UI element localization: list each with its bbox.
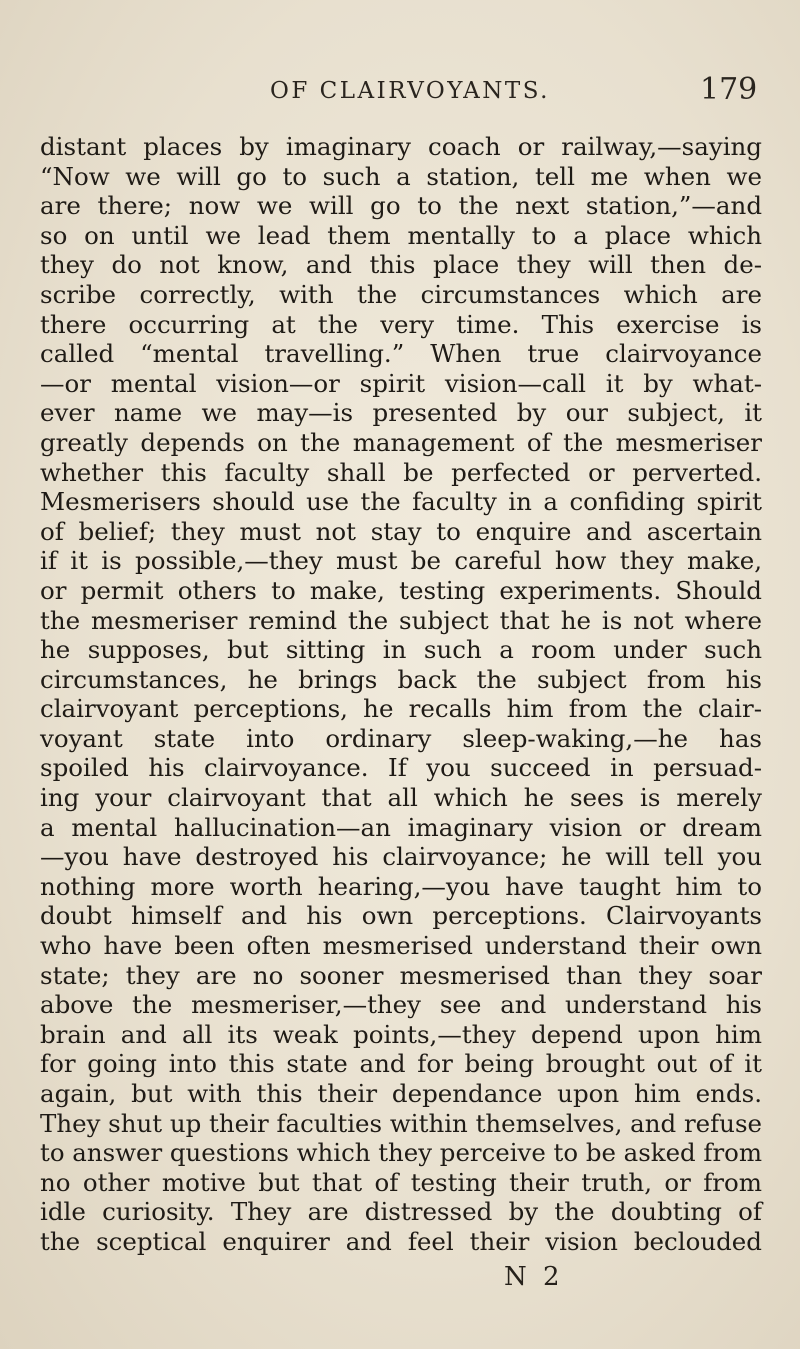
text-line: circumstances, he brings back the subject from his [40,664,762,694]
text-line: to answer questions which they perceive to be asked from [40,1138,762,1168]
text-line: so on until we lead them mentally to a place which [40,220,762,250]
text-line: there occurring at the very time. This exercise is [40,309,762,339]
text-line: again, but with this their dependance upon him ends. [40,1079,762,1108]
text-line: if it is possible,—they must be careful how they make, [40,546,762,576]
text-line: for going into this state and for being brought out of it [40,1049,762,1079]
text-line: above the mesmeriser,—they see and understand his [40,990,762,1020]
printer-signature-mark: N 2 [504,1262,564,1292]
text-line: Mesmerisers should use the faculty in a confiding spirit [40,487,762,517]
text-line: ever name we may—is presented by our subject, it [40,398,762,428]
text-line: they do not know, and this place they will then de- [40,250,762,280]
page-header [0,72,800,118]
text-line: are there; now we will go to the next station,”—and [40,191,762,221]
text-line: the sceptical enquirer and feel their vision beclouded [40,1226,762,1256]
text-line: ing your clairvoyant that all which he sees is merely [40,783,762,813]
page-number: 179 [700,72,758,107]
text-line: —or mental vision—or spirit vision—call it by what- [40,368,762,398]
text-line: distant places by imaginary coach or railway,—saying [40,132,762,161]
text-line: of belief; they must not stay to enquire and ascertain [40,516,762,546]
text-line: doubt himself and his own perceptions. Clairvoyants [40,901,762,931]
text-line: whether this faculty shall be perfected or perverted. [40,457,762,487]
text-line: state; they are no sooner mesmerised than they soar [40,960,762,990]
text-line: —you have destroyed his clairvoyance; he will tell you [40,842,762,872]
text-line: or permit others to make, testing experiments. Should [40,575,762,605]
text-line: brain and all its weak points,—they depend upon him [40,1019,762,1049]
text-line: “Now we will go to such a station, tell me when we [40,161,762,191]
text-line: he supposes, but sitting in such a room under such [40,635,762,665]
text-line: who have been often mesmerised understand their own [40,931,762,961]
text-line: voyant state into ordinary sleep-waking,—he has [40,723,762,753]
text-line: the mesmeriser remind the subject that he is not where [40,605,762,635]
body-text [40,132,762,1257]
text-line: nothing more worth hearing,—you have taught him to [40,871,762,901]
text-line: spoiled his clairvoyance. If you succeed in persuad- [40,753,762,783]
text-line: idle curiosity. They are distressed by the doubting of [40,1197,762,1227]
text-line: greatly depends on the management of the mesmeriser [40,427,762,457]
text-line: clairvoyant perceptions, he recalls him from the clair- [40,694,762,724]
text-line: called “mental travelling.” When true clairvoyance [40,339,762,369]
text-line: a mental hallucination—an imaginary vision or dream [40,812,762,842]
text-line: no other motive but that of testing their truth, or from [40,1167,762,1197]
text-line: scribe correctly, with the circumstances which are [40,279,762,309]
running-head: OF CLAIRVOYANTS. [270,78,550,104]
text-line: They shut up their faculties within themselves, and refuse [40,1108,762,1138]
